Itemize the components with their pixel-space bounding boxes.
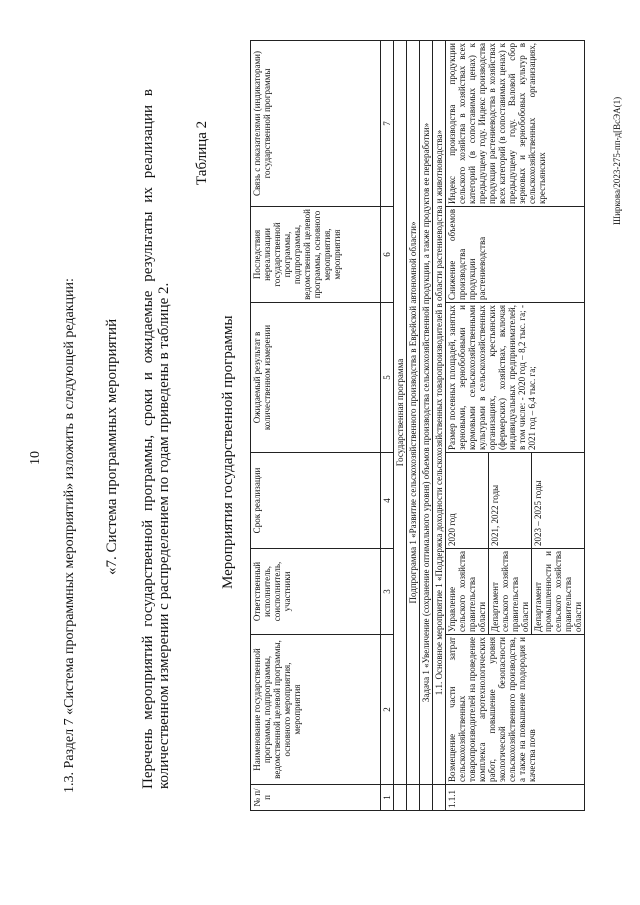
measures-table [250, 40, 585, 811]
header-cell: Связь с показателями (индикаторами) государственной программы [251, 41, 381, 207]
table-row [446, 41, 489, 811]
row-number: 1.1.1 [446, 785, 585, 811]
table-row [420, 41, 433, 811]
col-number: 2 [381, 635, 394, 785]
footer-code: Ширкова/2023-275-пп-д[ВсЭА(1) [612, 96, 622, 225]
column-number-row [381, 41, 394, 811]
page-number: 10 [28, 451, 43, 465]
table-header-row [251, 41, 381, 811]
col-number: 7 [381, 41, 394, 207]
header-cell: Ожидаемый результат в количественном измерении [251, 303, 381, 453]
row-result: Размер посевных площадей, занятых зерновыми, зернобобовыми и кормовыми сельскохозяйственными культурами в сельскохозяйственных организациях, крестьянских (фермерских) хозяйствах, включая индивидуальных предпринимателей, в том числе: - 2020 год – 8,2 тыс. га; - 2021 год – 6,4 тыс. га; [446, 303, 585, 453]
table-row [433, 41, 446, 811]
full-row-text: Подпрограмма 1 «Развитие сельскохозяйственного производства в Еврейской автономной области» [407, 41, 420, 785]
row-link: Индекс производства продукции сельского хозяйства в хозяйствах всех категорий (в сопоставимых ценах) к предыдущему году. Индекс производства продукции растениеводства в хозяйствах всех категорий (в сопоставимых ценах) к предыдущему году. Валовой сбор зерновых и зернобобовых культур в сельскохозяйственных организациях, крестьянских [446, 41, 585, 207]
paragraph: Перечень мероприятий государственной программы, сроки и ожидаемые результаты их реализации в количественном измерении с распределением по годам приведены в таблице 2. [140, 89, 172, 789]
table-row [407, 41, 420, 811]
row-term: 2021, 2022 годы [489, 453, 532, 549]
full-row-text: Задача 1 «Увеличение (сохранение оптимального уровня) объемов производства сельскохозяйственной продукции, а также продуктов ее переработки» [420, 41, 433, 785]
header-cell: Ответственный исполнитель, соисполнитель, участники [251, 549, 381, 635]
table-row [394, 41, 407, 811]
row-consequence: Снижение объемов производства продукции растениеводства [446, 207, 585, 303]
header-cell: Срок реализации [251, 453, 381, 549]
col-number: 6 [381, 207, 394, 303]
row-exec: Департамент промышленности и сельского хозяйства правительства области [532, 549, 585, 635]
col-number: 1 [381, 785, 394, 811]
section-title: «7. Система программных мероприятий [104, 318, 120, 575]
full-row-text: Государственная программа [394, 41, 407, 785]
row-exec: Управление сельского хозяйства правительства области [446, 549, 489, 635]
row-exec: Департамент сельского хозяйства правительства области [489, 549, 532, 635]
col-number: 5 [381, 303, 394, 453]
row-name: Возмещение части затрат сельскохозяйственных товаропроизводителей на проведение комплекса агротехнологических работ, повышение уровня экологической безопасности сельскохозяйственного производства, а также на повышение плодородия и качества почв [446, 635, 585, 785]
row-term: 2023 – 2025 годы [532, 453, 585, 549]
header-cell: № п/п [251, 785, 381, 811]
row-term: 2020 год [446, 453, 489, 549]
header-cell: Наименование государственной программы, подпрограммы, ведомственной целевой программы, основного мероприятия, мероприятия [251, 635, 381, 785]
header-cell: Последствия нереализации государственной программы, подпрограммы, ведомственной целевой программы, основного мероприятия, мероприятия [251, 207, 381, 303]
col-number: 4 [381, 453, 394, 549]
col-number: 3 [381, 549, 394, 635]
table-label: Таблица 2 [194, 120, 210, 185]
table-title: Мероприятия государственной программы [220, 315, 236, 589]
full-row-text: 1.1. Основное мероприятие 1 «Поддержка доходности сельскохозяйственных товаропроизводителей в области растениеводства и животноводства» [433, 41, 446, 785]
intro-text: 1.3. Раздел 7 «Система программных мероприятий» изложить в следующей редакции: [62, 278, 77, 793]
